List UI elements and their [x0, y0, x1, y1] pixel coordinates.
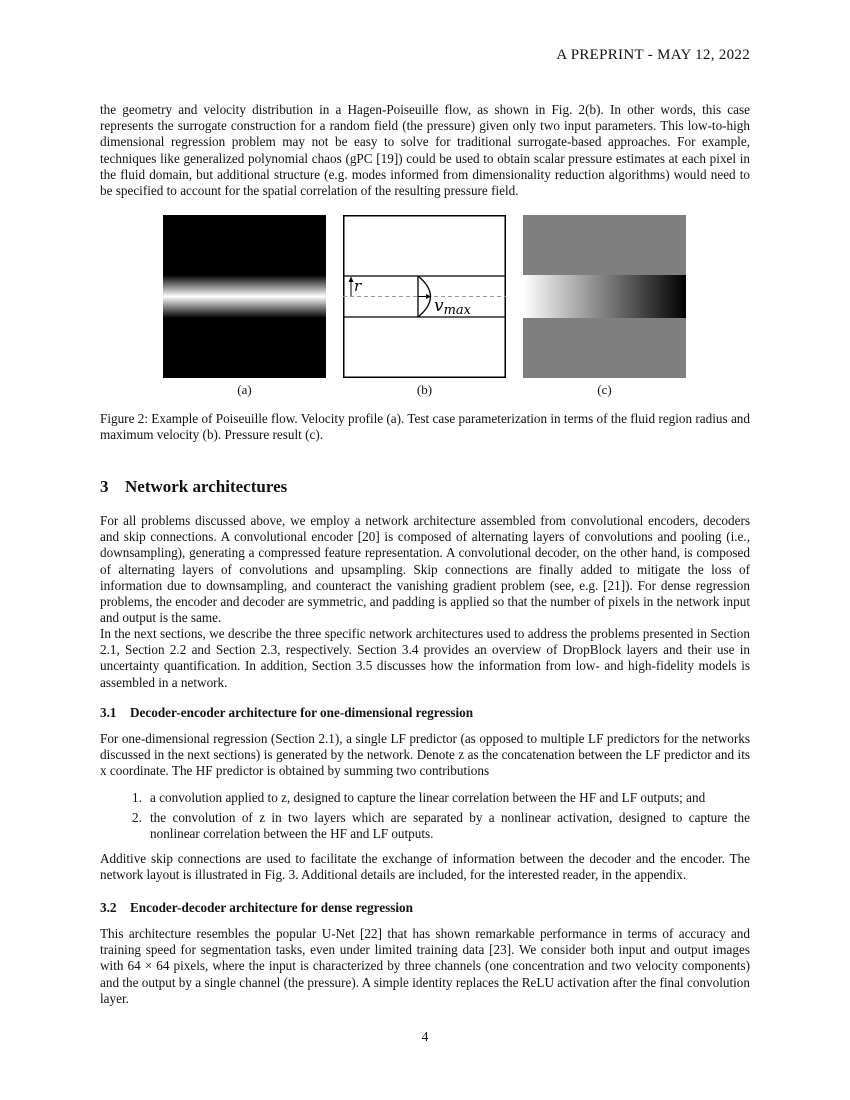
subsection-3-2-heading: 3.2 Encoder-decoder architecture for dense regression [100, 900, 413, 915]
subfigure-label-a: (a) [237, 382, 252, 397]
running-header: A PREPRINT - MAY 12, 2022 [556, 47, 750, 63]
list-item: 2. the convolution of z in two layers which are separated by a nonlinear activation, designed to capture the nonlinear correlation between the HF and LF outputs. [132, 810, 750, 842]
radius-label: r [354, 277, 362, 295]
section-paragraph-2: In the next sections, we describe the three specific network architectures used to address the problems presented in Section 2.1, Section 2.2 and Section 2.3, respectively. Section 3.4 provides an overview of DropBlock layers and their use in uncertainty quantification. In addition, Section 3.5 discusses how the information from low- and high-fidelity models is assembled in a network. [100, 626, 750, 690]
subfigure-label-b: (b) [416, 382, 433, 397]
section-paragraph-1: For all problems discussed above, we employ a network architecture assembled from convolutional encoders, decoders and skip connections. A convolutional encoder [20] is composed of alternating layers of convolutions and pooling (i.e., downsampling), generating a compressed feature representation. A convolutional decoder, on the other hand, is composed of alternating layers of convolutions and upsampling. Skip connections are finally added to mitigate the loss of information due to downsampling, and counteract the vanishing gradient problem (see, e.g. [21]). For dense regression problems, the encoder and decoder are symmetric, and padding is applied so that the number of pixels in the network input and output is the same. [100, 513, 750, 626]
section-heading: 3 Network architectures [100, 477, 288, 496]
page-number: 4 [421, 1029, 429, 1044]
vmax-label: vmax [434, 296, 472, 318]
velocity-profile-image [163, 215, 326, 378]
subsection-3-1-paragraph-2: Additive skip connections are used to facilitate the exchange of information between the decoder and the encoder. The network layout is illustrated in Fig. 3. Additional details are included, for the interested reader, in the appendix. [100, 851, 750, 883]
parameterization-diagram [343, 215, 506, 378]
subsection-3-1-heading: 3.1 Decoder-encoder architecture for one-dimensional regression [100, 705, 474, 720]
subfigure-label-c: (c) [597, 382, 612, 397]
figure-caption: Figure 2: Example of Poiseuille flow. Velocity profile (a). Test case parameterization in terms of the fluid region radius and maximum velocity (b). Pressure result (c). [100, 411, 750, 443]
pressure-result-image [523, 215, 686, 378]
subsection-3-1-paragraph: For one-dimensional regression (Section 2.1), a single LF predictor (as opposed to multiple LF predictors for the networks discussed in the next sections) is generated by the network. Denote z as the concatenation between the LF predictor and its x coordinate. The HF predictor is obtained by summing two contributions [100, 731, 750, 779]
list-item: 1. a convolution applied to z, designed to capture the linear correlation between the HF and LF outputs; and [132, 790, 706, 805]
contribution-list [100, 790, 750, 847]
intro-paragraph: the geometry and velocity distribution in a Hagen-Poiseuille flow, as shown in Fig. 2(b). In other words, this case represents the surrogate construction for a random field (the pressure) given only two input parameters. This low-to-high dimensional regression problem may not be easy to solve for traditional surrogate-based approaches. For example, techniques like generalized polynomial chaos (gPC [19]) could be used to obtain scalar pressure estimates at each pixel in the fluid domain, but additional structure (e.g. modes informed from dimensionality reduction algorithms) would need to be specified to account for the spatial correlation of the resulting pressure field. [100, 102, 750, 199]
figure-2 [163, 215, 685, 378]
subsection-3-2-paragraph: This architecture resembles the popular U-Net [22] that has shown remarkable performance in terms of accuracy and training speed for segmentation tasks, even under limited training data [23]. We consider both input and output images with 64 × 64 pixels, where the input is characterized by three channels (one concentration and two velocity components) and the output by a single channel (the pressure). A simple identity replaces the ReLU activation after the final convolution layer. [100, 926, 750, 1006]
